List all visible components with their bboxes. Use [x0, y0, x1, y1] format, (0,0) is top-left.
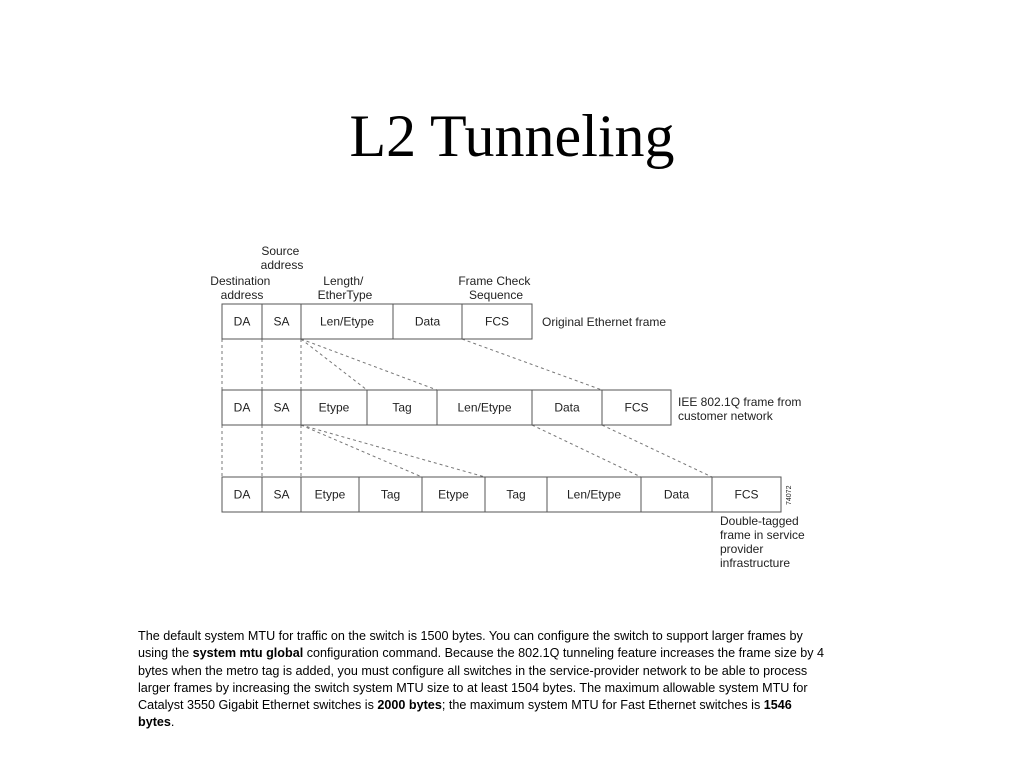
field-label: FCS: [485, 314, 509, 329]
frame-rows: [222, 304, 805, 570]
field-label: DA: [233, 314, 251, 329]
field-label: Tag: [380, 487, 401, 502]
guide-line: [301, 425, 422, 477]
field-label: DA: [233, 400, 251, 415]
gigabit-mtu-value: 2000 bytes: [377, 698, 442, 713]
field-label: Etype: [314, 487, 346, 502]
frame-description: Original Ethernet frame: [542, 315, 667, 329]
field-label: FCS: [624, 400, 649, 415]
field-label: SA: [273, 400, 290, 415]
field-label: Tag: [392, 400, 412, 415]
field-header-labels: [210, 244, 533, 302]
guide-line: [301, 425, 485, 477]
field-label: Etype: [318, 400, 350, 415]
length-ethertype-header: Length/ EtherType: [317, 274, 373, 302]
field-label: Data: [414, 314, 441, 329]
mtu-explanation: [138, 628, 828, 732]
destination-address-header: Destination address: [210, 274, 271, 302]
slide-title: L2 Tunneling: [349, 103, 675, 169]
command-name: system mtu global: [192, 646, 304, 661]
field-label: FCS: [734, 487, 759, 502]
guide-line: [301, 339, 367, 390]
frame-description: IEE 802.1Q frame from customer network: [678, 395, 802, 423]
field-label: Len/Etype: [566, 487, 622, 502]
frame-description: Double-tagged frame in service provider infrastructure: [720, 514, 805, 570]
note-text-1: The default system MTU for traffic on the switch is 1500 bytes. You can configure the switch to support larger frames by using the: [138, 629, 803, 661]
guide-line: [602, 425, 712, 477]
field-label: DA: [233, 487, 251, 502]
guide-line: [532, 425, 641, 477]
guide-line: [462, 339, 602, 390]
field-label: SA: [273, 487, 290, 502]
frame-row-3: [222, 477, 805, 570]
frame-row-1: [222, 304, 666, 339]
figure-id: 74072: [786, 485, 793, 505]
field-label: Len/Etype: [457, 400, 512, 415]
field-label: Etype: [438, 487, 469, 502]
note-text-2: configuration command. Because the 802.1Q tunneling feature increases the frame size by 4 bytes when the metro tag is added, you must configure all switches in the service-provider network to be able to process larger frames by increasing the switch system MTU size to at least 1504 bytes. The maximum allowable system MTU for Catalyst 3550 Gigabit Ethernet switches is: [138, 646, 825, 713]
frame-check-sequence-header: Frame Check Sequence: [458, 274, 531, 302]
field-label: Len/Etype: [319, 314, 375, 329]
frame-row-2: [222, 390, 801, 425]
field-label: Data: [663, 487, 690, 502]
field-label: Data: [554, 400, 580, 415]
note-text-3: ; the maximum system MTU for Fast Ethernet switches is: [441, 698, 764, 713]
note-text-4: .: [170, 715, 175, 730]
fast-ethernet-mtu-value: 1546 bytes: [138, 698, 792, 730]
source-address-header: Source address: [260, 244, 304, 272]
guide-line: [301, 339, 437, 390]
field-label: Tag: [506, 487, 526, 502]
field-label: SA: [273, 314, 290, 329]
